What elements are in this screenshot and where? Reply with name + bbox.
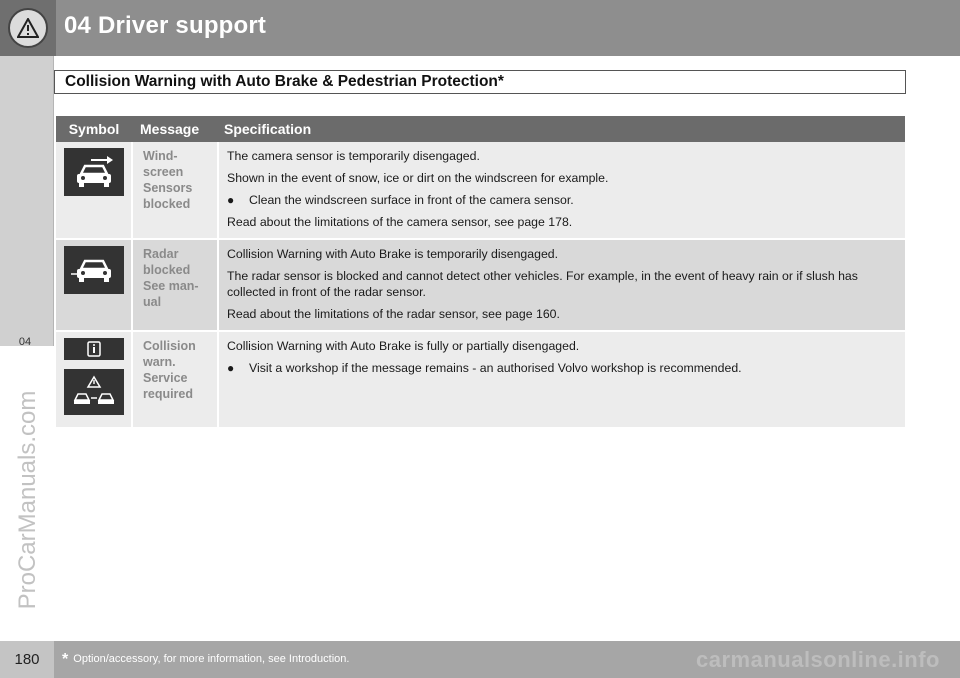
spec-bullet: [227, 192, 895, 208]
symbol-cell: [56, 142, 132, 239]
message-cell: Collision warn. Service required: [132, 331, 218, 427]
spec-cell: [218, 331, 905, 427]
spec-text: Collision Warning with Auto Brake is fully or partially disengaged.: [227, 339, 580, 353]
camera-sensor-car-icon: [64, 148, 124, 196]
side-chapter-tab: [0, 56, 54, 346]
bullet-dot-icon: ●: [227, 361, 235, 375]
spec-bullet: [227, 360, 895, 376]
spec-text: Collision Warning with Auto Brake is temporarily disengaged.: [227, 247, 559, 261]
footnote: [62, 651, 349, 669]
spec-text: The radar sensor is blocked and cannot detect other vehicles. For example, in the event of heavy rain or if slush has collected in front of the radar sensor.: [227, 269, 858, 299]
page-number: 180: [0, 641, 54, 678]
header-specification: Specification: [218, 116, 905, 142]
spec-text: Read about the limitations of the camera sensor, see page 178.: [227, 215, 573, 229]
header-symbol: Symbol: [56, 116, 132, 142]
footer-watermark: carmanualsonline.info: [696, 647, 940, 672]
warning-triangle-icon: [8, 8, 48, 48]
spec-bullet-text: Clean the windscreen surface in front of the camera sensor.: [249, 193, 574, 207]
footnote-star: *: [62, 651, 69, 668]
bullet-dot-icon: ●: [227, 193, 235, 207]
footnote-text: Option/accessory, for more information, see Introduction.: [73, 653, 350, 665]
radar-sensor-car-icon: [64, 246, 124, 294]
side-watermark: [8, 390, 48, 610]
header-icon-box: [0, 0, 56, 56]
table-row: [56, 331, 905, 427]
message-table: [56, 116, 905, 427]
table-row: [56, 142, 905, 239]
spec-text: Read about the limitations of the radar sensor, see page 160.: [227, 307, 560, 321]
chapter-title: 04 Driver support: [64, 12, 267, 39]
section-title: Collision Warning with Auto Brake & Pedestrian Protection*: [54, 70, 906, 94]
spec-text: The camera sensor is temporarily disengaged.: [227, 149, 480, 163]
spec-cell: [218, 142, 905, 239]
table-row: [56, 239, 905, 331]
page-footer: [0, 641, 960, 678]
spec-cell: [218, 239, 905, 331]
message-cell: Radar blocked See man- ual: [132, 239, 218, 331]
side-tab-number: 04: [18, 336, 32, 348]
spec-text: Shown in the event of snow, ice or dirt on the windscreen for example.: [227, 171, 609, 185]
side-watermark-text: ProCarManuals.com: [14, 390, 41, 610]
symbol-cell: [56, 239, 132, 331]
header-message: Message: [132, 116, 218, 142]
message-cell: Wind- screen Sensors blocked: [132, 142, 218, 239]
service-wrench-icon: [64, 338, 124, 360]
symbol-cell: [56, 331, 132, 427]
chapter-header: [0, 0, 960, 56]
table-header-row: [56, 116, 905, 142]
spec-bullet-text: Visit a workshop if the message remains - an authorised Volvo workshop is recommended.: [249, 361, 742, 375]
collision-warning-cars-icon: [64, 369, 124, 415]
